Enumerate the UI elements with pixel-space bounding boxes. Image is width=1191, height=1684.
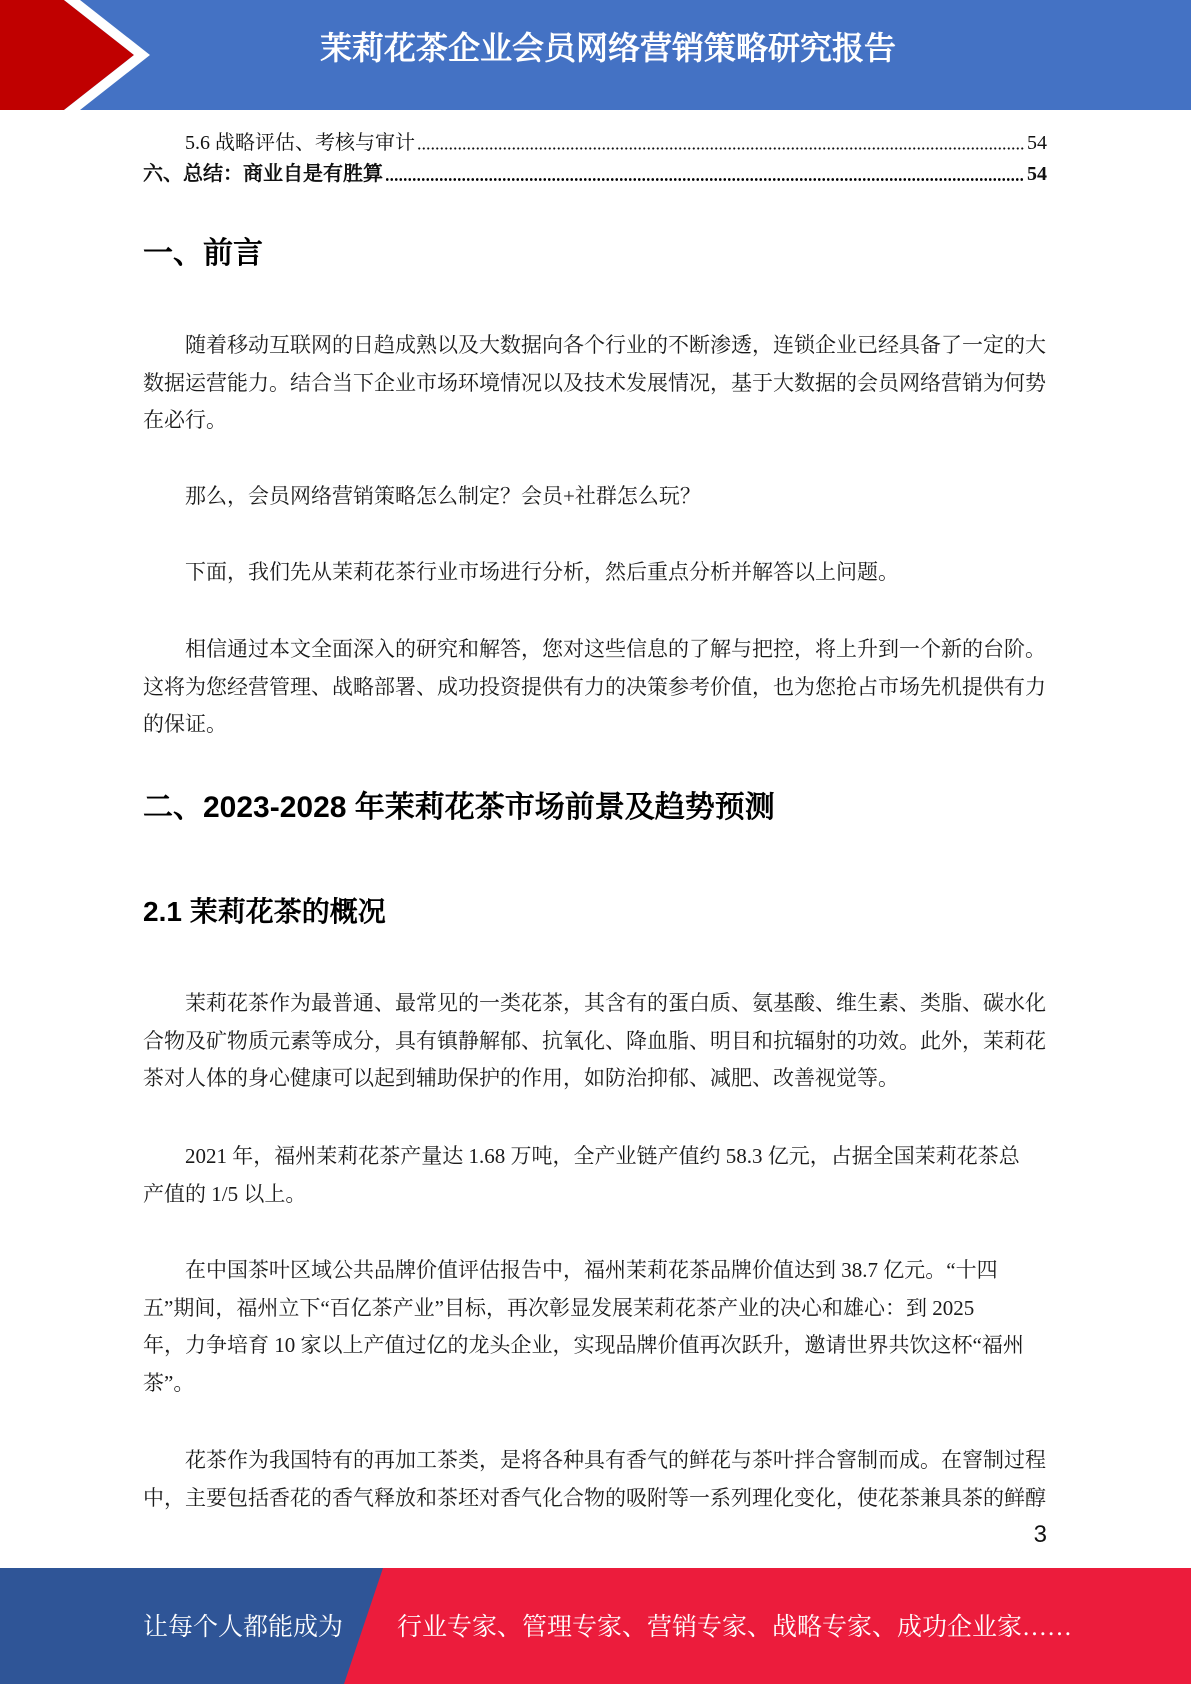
- paragraph-line: 数据运营能力。结合当下企业市场环境情况以及技术发展情况，基于大数据的会员网络营销为何势: [143, 370, 1046, 395]
- paragraph-line: 茶对人体的身心健康可以起到辅助保护的作用，如防治抑郁、减肥、改善视觉等。: [143, 1066, 899, 1091]
- paragraph-line: 相信通过本文全面深入的研究和解答，您对这些信息的了解与把控，将上升到一个新的台阶。: [185, 637, 1046, 662]
- paragraph-line: 花茶作为我国特有的再加工茶类，是将各种具有香气的鲜花与茶叶拌合窨制而成。在窨制过程: [185, 1448, 1046, 1473]
- paragraph-line: 2021 年，福州茉莉花茶产量达 1.68 万吨，全产业链产值约 58.3 亿元，占据全国茉莉花茶总: [185, 1144, 1020, 1169]
- section-heading-preface: 一、前言: [143, 237, 263, 270]
- paragraph-line: 那么，会员网络营销策略怎么制定？会员+社群怎么玩？: [185, 484, 701, 509]
- toc-dot-leader: [417, 147, 1025, 150]
- paragraph-line: 合物及矿物质元素等成分，具有镇静解郁、抗氧化、降血脂、明目和抗辐射的功效。此外，茉莉花: [143, 1028, 1046, 1053]
- footer-banner: [0, 1568, 1191, 1684]
- paragraph-line: 年，力争培育 10 家以上产值过亿的龙头企业，实现品牌价值再次跃升，邀请世界共饮这杯“福州: [143, 1333, 1024, 1358]
- toc-dot-leader: [385, 178, 1025, 181]
- page-number: 3: [1033, 1521, 1047, 1548]
- toc-entry-label: 六、总结：商业自是有胜算: [143, 163, 383, 185]
- paragraph: [143, 631, 1053, 744]
- paragraph: [143, 1442, 1053, 1517]
- toc-entry-5-6[interactable]: [185, 129, 1047, 157]
- paragraph: [143, 554, 1053, 592]
- paragraph-line: 在中国茶叶区域公共品牌价值评估报告中，福州茉莉花茶品牌价值达到 38.7 亿元。“十四: [185, 1258, 998, 1283]
- document-title: 茉莉花茶企业会员网络营销策略研究报告: [320, 30, 897, 66]
- paragraph-line: 茉莉花茶作为最普通、最常见的一类花茶，其含有的蛋白质、氨基酸、维生素、类脂、碳水化: [185, 991, 1046, 1016]
- paragraph: [143, 1138, 1053, 1213]
- footer-slogan-lead: 让每个人都能成为: [143, 1614, 344, 1641]
- paragraph-line: 五”期间，福州立下“百亿茶产业”目标，再次彰显发展茉莉花茶产业的决心和雄心：到 2025: [143, 1295, 975, 1320]
- section-heading-market-outlook: 二、2023-2028 年茉莉花茶市场前景及趋势预测: [143, 791, 775, 824]
- paragraph-line: 这将为您经营管理、战略部署、成功投资提供有力的决策参考价值，也为您抢占市场先机提供有力: [143, 674, 1046, 699]
- paragraph-line: 在必行。: [143, 408, 227, 433]
- paragraph: [143, 327, 1053, 440]
- footer-slogan-roles: 行业专家、管理专家、营销专家、战略专家、成功企业家……: [397, 1614, 1073, 1641]
- paragraph: [143, 1252, 1053, 1402]
- paragraph-line: 产值的 1/5 以上。: [143, 1181, 307, 1206]
- paragraph-line: 下面，我们先从茉莉花茶行业市场进行分析，然后重点分析并解答以上问题。: [185, 560, 899, 585]
- paragraph: [143, 985, 1053, 1098]
- paragraph-line: 随着移动互联网的日趋成熟以及大数据向各个行业的不断渗透，连锁企业已经具备了一定的大: [185, 333, 1046, 358]
- toc-entry-page: 54: [1027, 132, 1047, 154]
- toc-entry-page: 54: [1027, 163, 1047, 185]
- paragraph-line: 的保证。: [143, 712, 227, 737]
- paragraph-line: 茶”。: [143, 1370, 195, 1395]
- header-banner: [0, 0, 1191, 110]
- subsection-heading-overview: 2.1 茉莉花茶的概况: [143, 896, 386, 927]
- paragraph-line: 中，主要包括香花的香气释放和茶坯对香气化合物的吸附等一系列理化变化，使花茶兼具茶的鲜醇: [143, 1485, 1046, 1510]
- toc-entry-label: 5.6 战略评估、考核与审计: [185, 132, 415, 154]
- toc-entry-chapter-6[interactable]: [143, 160, 1047, 188]
- paragraph: [143, 478, 1053, 516]
